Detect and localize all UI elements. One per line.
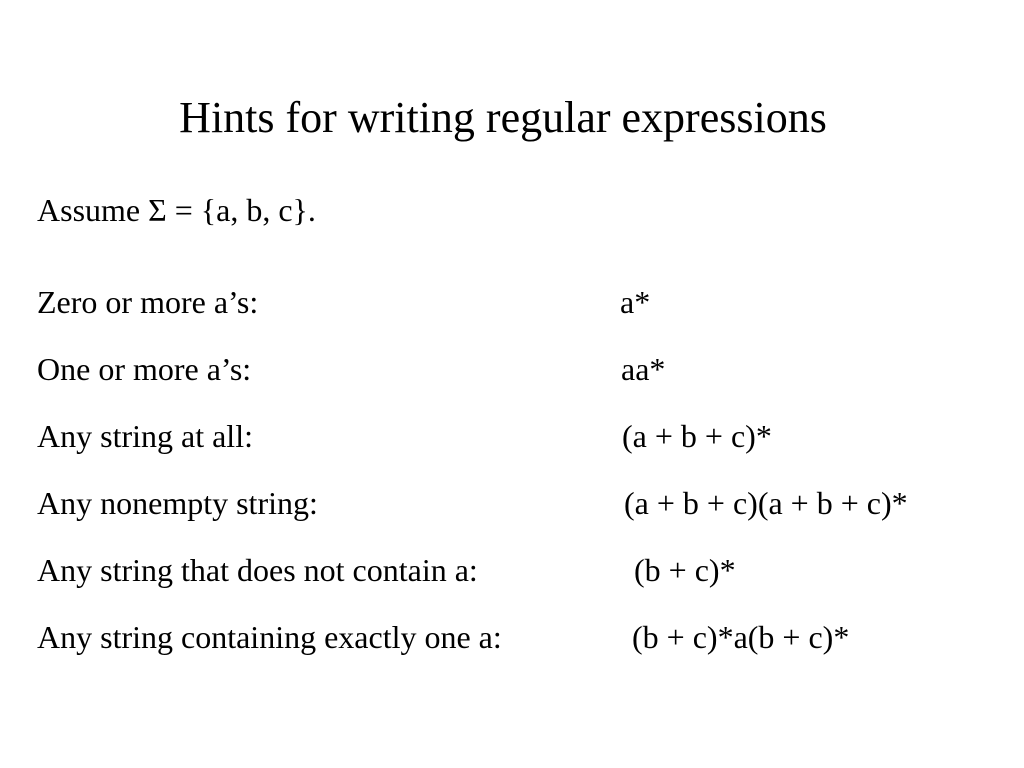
hint-label: One or more a’s: — [37, 351, 252, 387]
hint-label: Zero or more a’s: — [37, 284, 259, 320]
hint-row-no-a — [37, 548, 987, 615]
alphabet-assumption: Assume Σ = {a, b, c}. — [37, 192, 316, 228]
hint-expression: (b + c)*a(b + c)* — [632, 619, 850, 655]
hint-expression: aa* — [621, 351, 666, 387]
hint-row-any-string — [37, 414, 987, 481]
regex-hint-list — [37, 280, 987, 682]
hint-row-nonempty-string — [37, 481, 987, 548]
hint-row-zero-or-more — [37, 280, 987, 347]
hint-expression: (a + b + c)* — [622, 418, 772, 454]
hint-expression: (a + b + c)(a + b + c)* — [624, 485, 908, 521]
hint-expression: (b + c)* — [634, 552, 736, 588]
hint-row-one-or-more — [37, 347, 987, 414]
hint-label: Any nonempty string: — [37, 485, 318, 521]
hint-label: Any string that does not contain a: — [37, 552, 478, 588]
hint-label: Any string at all: — [37, 418, 253, 454]
hint-label: Any string containing exactly one a: — [37, 619, 502, 655]
hint-row-exactly-one-a — [37, 615, 987, 682]
hint-expression: a* — [620, 284, 651, 320]
slide-title: Hints for writing regular expressions — [179, 93, 827, 142]
